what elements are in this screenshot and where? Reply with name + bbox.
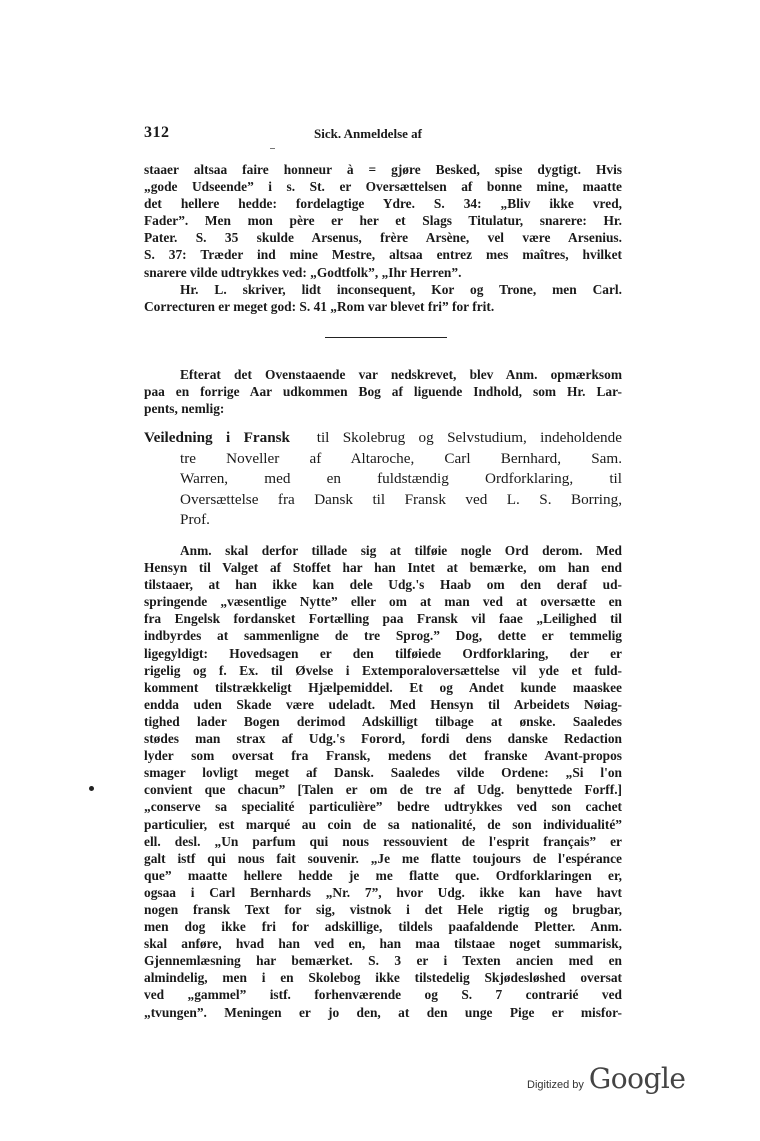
text-line: det hellere hedde: fordelagtige Ydre. S. 34: „Bliv ikke vred,: [144, 196, 622, 212]
review-continuation: [144, 161, 622, 315]
text-line: lyder som oversat fra Fransk, medens det franske Avant-propos: [144, 748, 622, 764]
text-line: staaer altsaa faire honneur à = gjøre Besked, spise dygtigt. Hvis: [144, 162, 622, 177]
text-line: skal anføre, hvad han ved en, han maa tilstaae noget summarisk,: [144, 936, 622, 952]
text-line: „gode Udseende” i s. St. er Oversættelsen af bonne mine, maatte: [144, 179, 622, 195]
book-title-line: Prof.: [180, 511, 210, 528]
page-header: [144, 124, 622, 146]
text-line: nogen fransk Text for sig, vistnok i det Hele rigtig og brugbar,: [144, 901, 622, 917]
text-line: „conserve sa specialité particulière” bedre udtrykkes ved son cachet: [144, 799, 622, 815]
section-divider: [325, 337, 447, 338]
text-line: endda uden Skade være udeladt. Med Hensyn til Arbeidets Nøiag-: [144, 696, 622, 712]
book-title-heading: Veiledning i Fransk: [144, 429, 290, 446]
google-logo: Google: [588, 1062, 686, 1095]
text-line: Efterat det Ovenstaaende var nedskrevet, blev Anm. opmærksom: [180, 367, 622, 382]
text-line: Hensyn til Valget af Stoffet har han Intet at bemærke, om han end: [144, 560, 622, 576]
text-line: convient que chacun” [Talen er om de tre af Udg. benyttede Forff.]: [144, 782, 622, 798]
text-line: snarere vilde udtrykkes ved: „Godtfolk”, „Ihr Herren”.: [144, 264, 462, 280]
book-title-line: Warren, med en fuldstændig Ordforklaring, til: [180, 470, 622, 487]
book-title-line: Oversættelse fra Dansk til Fransk ved L. S. Borring,: [180, 490, 622, 508]
text-line: indbyrdes at sammenligne de tre Sprog.” Dog, dette er temmelig: [144, 628, 622, 644]
text-line: ligegyldigt: Hovedsagen er den tilføiede Ordforklaring, der er: [144, 645, 622, 661]
text-line: S. 37: Træder ind mine Mestre, altsaa entrez mes maîtres, hvilket: [144, 247, 622, 263]
text-line: galt istf qui nous fait souvenir. „Je me flatte toujours de l'espérance: [144, 850, 622, 866]
text-line: tilstaaer, at han ikke kan dele Udg.'s Haab om den deraf ud-: [144, 577, 622, 593]
text-line: almindelig, men i en Skolebog ikke tilstedelig Skjødesløshed oversat: [144, 970, 622, 986]
text-line: springende „væsentlige Nytte” eller om at man ved at oversætte en: [144, 594, 622, 610]
review-body: [144, 542, 622, 1021]
text-line: ogsaa i Carl Bernhards „Nr. 7”, hvor Udg. ikke kan have havt: [144, 884, 622, 900]
text-line: Pater. S. 35 skulde Arsenus, frère Arsène, vel være Arsenius.: [144, 230, 622, 246]
text-line: Correcturen er meget god: S. 41 „Rom var blevet fri” for frit.: [144, 298, 495, 314]
text-line: stødes man strax af Udg.'s Forord, fordi dens danske Redaction: [144, 731, 622, 747]
book-title-line: tre Noveller af Altaroche, Carl Bernhard, Sam.: [180, 449, 622, 467]
text-line: pents, nemlig:: [144, 401, 225, 417]
book-title-first-line: [144, 428, 622, 449]
text-line: Gjennemlæsning har bemærket. S. 3 er i Texten ancien med en: [144, 953, 622, 969]
text-line: Fader”. Men mon père er her et Slags Titulatur, snarere: Hr.: [144, 213, 622, 229]
text-line: ved „gammel” istf. forhenværende og S. 7 contrarié ved: [144, 987, 622, 1003]
text-line: tighed lader Bogen derimod Adskilligt tilbage at ønske. Saaledes: [144, 713, 622, 729]
margin-mark: [89, 786, 94, 791]
text-line: smager lovligt meget af Dansk. Saaledes vilde Ordene: „Si l'on: [144, 765, 622, 781]
text-line: fra Engelsk fordansket Fortælling paa Fransk vil faae „Leilighed til: [144, 611, 622, 627]
digitized-by-label: Digitized by: [527, 1079, 584, 1091]
text-line: Hr. L. skriver, lidt inconsequent, Kor og Trone, men Carl.: [180, 281, 622, 297]
text-line: Anm. skal derfor tillade sig at tilføie nogle Ord derom. Med: [180, 543, 622, 558]
book-title-entry: [144, 428, 622, 531]
page-number: 312: [144, 124, 170, 141]
text-line: paa en forrige Aar udkommen Bog af liguende Indhold, som Hr. Lar-: [144, 384, 622, 400]
text-line: men dog ikke fri for adskillige, tildels paafaldende Pletter. Anm.: [144, 919, 622, 935]
digitization-watermark: [527, 1062, 685, 1095]
intro-paragraph: [144, 366, 622, 417]
text-line: que” maatte hellere hedde je me flatte que. Ordforklaringen er,: [144, 867, 622, 883]
text-line: particulier, est marqué au coin de sa nationalité, de son individualité”: [144, 816, 622, 832]
text-line: „tvungen”. Meningen er jo den, at den unge Pige er misfor-: [144, 1004, 622, 1020]
text-line: ell. desl. „Un parfum qui nous ressouvient de l'esprit français” er: [144, 833, 622, 849]
text-line: rigelig og f. Ex. til Øvelse i Extemporaloversættelse vil yde et fuld-: [144, 662, 622, 678]
print-speck: [270, 148, 275, 149]
running-title: Sick. Anmeldelse af: [314, 126, 422, 141]
book-title-text: til Skolebrug og Selvstudium, indeholdende: [316, 429, 622, 446]
text-line: komment tilstrækkeligt Hjælpemiddel. Et og Andet kunde maaskee: [144, 679, 622, 695]
